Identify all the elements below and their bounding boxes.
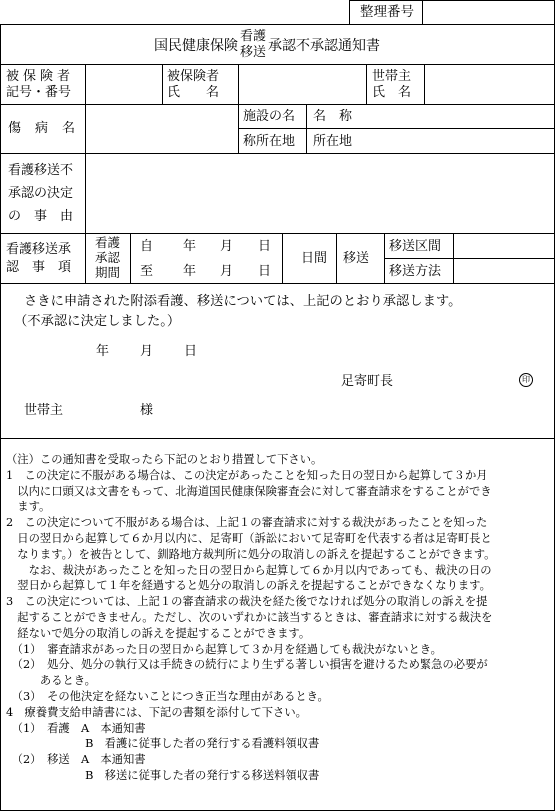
- label-insured-name-1: 被保険者: [167, 69, 220, 84]
- note-line: （注）この通知書を受取ったら下記のとおり措置して下さい。: [6, 453, 323, 466]
- label-transport-section: 移送区間: [389, 239, 442, 254]
- period-from-year: 年: [183, 239, 197, 254]
- v-approval-3: [282, 233, 283, 283]
- householder-name-field[interactable]: [425, 65, 554, 104]
- reason-field[interactable]: [86, 154, 554, 233]
- v-approval-1: [85, 233, 86, 283]
- facility-address-field[interactable]: [360, 129, 554, 153]
- period-to-label: 至: [140, 264, 154, 279]
- document-title: [154, 28, 414, 62]
- note-line: 経ないで処分の取消しの訴えを提起することができます。: [6, 626, 311, 640]
- note-line: 1 この決定に不服がある場合は、この決定があったことを知った日の翌日から起算して３か月: [6, 468, 488, 482]
- label-nursing-3: 期間: [95, 265, 121, 280]
- v-insured-4: [366, 64, 367, 104]
- note-line: 翌日から起算して１年を経過すると処分の取消しの訴えを提起することができなくなります。: [6, 579, 491, 593]
- date-day: 日: [184, 344, 198, 359]
- note-line: なります。）を被告として、釧路地方裁判所に処分の取消しの訴えを提起することができます。: [6, 547, 496, 561]
- label-reason-1: 看護移送不: [8, 163, 74, 178]
- note-line: （2） 処分、処分の執行又は手続きの続行により生ずる著しい損害を避けるため緊急の必要が: [6, 658, 488, 672]
- note-line: 4 療養費支給申請書には、下記の書類を添付して下さい。: [6, 705, 307, 719]
- label-days: 日間: [301, 251, 328, 266]
- label-transport: 移送: [343, 251, 370, 266]
- note-line: なお、裁決があったことを知った日の翌日から起算して６か月以内であっても、裁決の日の: [6, 563, 492, 577]
- seal-glyph: 印: [522, 375, 530, 384]
- note-line: （2） 移送 A 本通知書: [6, 753, 146, 767]
- label-approval-2: 認 事 項: [6, 260, 72, 275]
- transport-section-field[interactable]: [454, 234, 554, 258]
- nursing-period-field[interactable]: [131, 234, 282, 283]
- note-line: あるとき。: [6, 674, 96, 688]
- label-householder-1: 世帯主: [372, 69, 412, 84]
- title-stack-top: 看護: [240, 29, 267, 44]
- serial-number-label: 整理番号: [360, 4, 414, 20]
- serial-box-left: [349, 0, 350, 24]
- note-line: 2 この決定について不服がある場合は、上記１の審査請求に対する裁決があったことを知った: [6, 516, 488, 530]
- note-line: B 看護に従事した者の発行する看護料領収書: [6, 737, 320, 751]
- period-to-month: 月: [220, 264, 234, 279]
- facility-name-field[interactable]: [360, 105, 554, 128]
- note-line: （1） 看護 A 本通知書: [6, 721, 146, 735]
- label-insured-id-2: 記号・番号: [6, 85, 72, 100]
- rule-above-notes: [0, 438, 555, 439]
- v-disease-2: [238, 104, 239, 153]
- facility-name-label: 名 称: [313, 109, 353, 124]
- label-transport-method: 移送方法: [389, 264, 442, 279]
- date-month: 月: [140, 344, 154, 359]
- honorific: 様: [140, 403, 154, 418]
- frame-top: [0, 24, 555, 25]
- note-line: （3） その他決定を経ないことにつき正当な理由があるとき。: [6, 689, 329, 703]
- period-from-month: 月: [220, 239, 234, 254]
- note-line: 以内に口頭又は文書をもって、北海道国民健康保険審査会に対して審査請求をすることができ: [6, 484, 492, 498]
- label-nursing-2: 承認: [95, 250, 121, 265]
- rule-under-approval: [0, 283, 555, 284]
- label-reason-2: 承認の決定: [8, 186, 74, 201]
- frame-left: [0, 24, 1, 811]
- v-approval-5: [384, 233, 385, 283]
- disease-field[interactable]: [86, 105, 238, 153]
- rejection-statement: （不承認に決定しました。）: [14, 314, 181, 329]
- label-insured-id-1: 被保険者: [6, 69, 75, 84]
- period-from-day: 日: [258, 239, 272, 254]
- title-stack-bottom: 移送: [240, 45, 267, 60]
- period-to-day: 日: [258, 264, 272, 279]
- title-suffix: 承認不承認通知書: [268, 38, 380, 54]
- v-insured-2: [162, 64, 163, 104]
- facility-address-label: 所在地: [313, 134, 353, 149]
- approval-statement: さきに申請された附添看護、移送については、上記のとおり承認します。: [24, 294, 462, 309]
- period-to-year: 年: [183, 264, 197, 279]
- label-facility-address: 称所在地: [243, 134, 296, 149]
- title-prefix: 国民健康保険: [154, 38, 238, 54]
- insured-id-field[interactable]: [86, 65, 162, 104]
- label-reason-3: の 事 由: [8, 209, 74, 224]
- label-disease: 傷病名: [8, 121, 90, 136]
- transport-method-field[interactable]: [454, 259, 554, 283]
- v-disease-3: [306, 104, 307, 153]
- label-insured-name-2: 氏 名: [167, 85, 220, 100]
- note-line: 日の翌日から起算して６か月以内に、足寄町（訴訟において足寄町を代表する者は足寄町長と: [6, 531, 492, 545]
- note-line: 3 この決定については、上記１の審査請求の裁決を経た後でなければ処分の取消しの訴えを提: [6, 595, 488, 609]
- householder-address-label: 世帯主: [24, 403, 64, 418]
- note-line: 起することができません。ただし、次のいずれかに該当するときは、審査請求に対する裁決を: [6, 610, 493, 624]
- date-year: 年: [96, 344, 110, 359]
- period-from-label: 自: [140, 239, 154, 254]
- insured-name-field[interactable]: [239, 65, 366, 104]
- label-facility-name: 施設の名: [243, 109, 296, 124]
- label-householder-2: 氏 名: [372, 85, 412, 100]
- label-approval-1: 看護移送承: [6, 242, 72, 257]
- note-line: （1） 審査請求があった日の翌日から起算して３か月を経過しても裁決がないとき。: [6, 642, 442, 656]
- signer-title: 足寄町長: [341, 374, 394, 389]
- label-nursing-1: 看護: [95, 235, 121, 250]
- seal-icon: [519, 373, 533, 387]
- note-line: ます。: [6, 500, 51, 514]
- notes-section: [6, 452, 551, 784]
- note-line: B 移送に従事した者の発行する移送料領収書: [6, 768, 320, 782]
- serial-number-value[interactable]: [423, 1, 554, 24]
- v-approval-4: [336, 233, 337, 283]
